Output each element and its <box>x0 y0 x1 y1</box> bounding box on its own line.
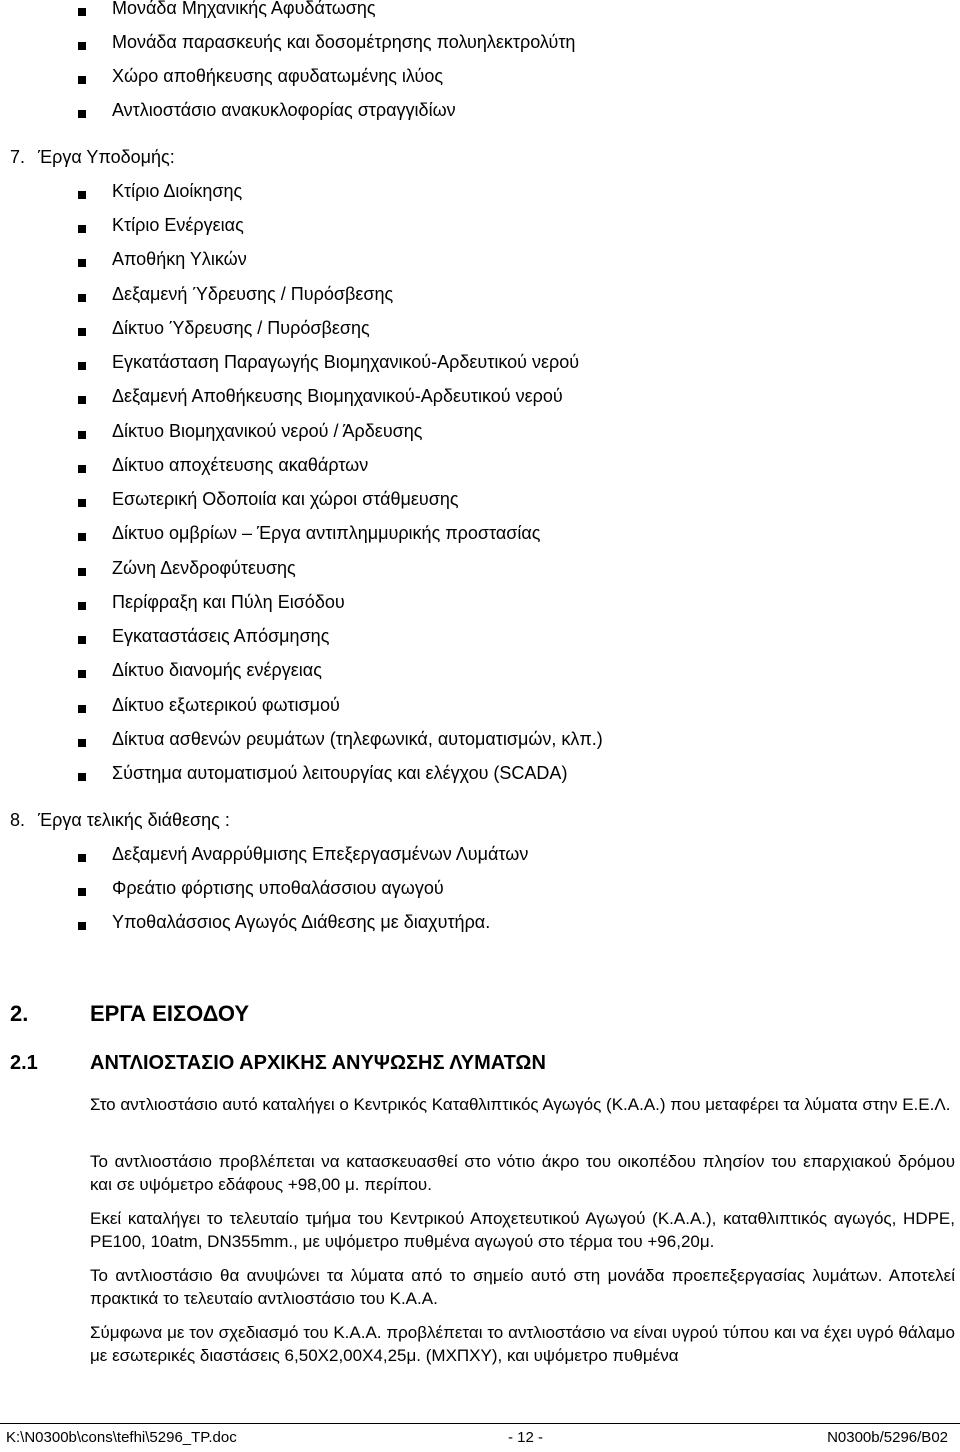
bullet-icon <box>78 259 86 267</box>
list-item <box>78 694 938 728</box>
list-item-text: Αποθήκη Υλικών <box>112 249 247 269</box>
list-item-text: Κτίριο Ενέργειας <box>112 215 244 235</box>
list-item-text: Υποθαλάσσιος Αγωγός Διάθεσης με διαχυτήρα. <box>112 912 491 932</box>
page-number: - 12 - <box>508 1429 544 1446</box>
list-item <box>78 0 938 31</box>
list-item <box>78 351 938 385</box>
body-paragraph: Σύμφωνα με τον σχεδιασμό του Κ.Α.Α. προβλέπεται το αντλιοστάσιο να είναι υγρού τύπου και να έχει υγρό θάλαμο με εσωτερικές διαστάσεις 6,50Χ2,00Χ4,25μ. (ΜΧΠΧΥ), και υψόμετρο πυθμένα <box>90 1323 955 1365</box>
bullet-icon <box>78 431 86 439</box>
list-item-text: Εγκαταστάσεις Απόσμησης <box>112 626 330 646</box>
list-item-text: Δεξαμενή Ύδρευσης / Πυρόσβεσης <box>112 284 394 304</box>
list-item <box>78 522 938 556</box>
list-item-text: Εγκατάσταση Παραγωγής Βιομηχανικού-Αρδευτικού νερού <box>112 352 580 372</box>
list-item <box>78 728 938 762</box>
list-item-text: Ζώνη Δενδροφύτευσης <box>112 558 296 578</box>
bullet-icon <box>78 328 86 336</box>
list-item-text: Δίκτυο εξωτερικού φωτισμού <box>112 695 340 715</box>
section-number: 8. <box>10 810 26 830</box>
bullet-icon <box>78 225 86 233</box>
list-item <box>78 762 938 796</box>
bullet-icon <box>78 8 86 16</box>
list-item <box>78 843 938 877</box>
list-item-text: Κτίριο Διοίκησης <box>112 181 243 201</box>
list-item <box>78 214 938 248</box>
subchapter-title: ΑΝΤΛΙΟΣΤΑΣΙΟ ΑΡΧΙΚΗΣ ΑΝΥΨΩΣΗΣ ΛΥΜΑΤΩΝ <box>90 1052 546 1074</box>
body-paragraph: Το αντλιοστάσιο θα ανυψώνει τα λύματα από το σημείο αυτό στη μονάδα προεπεξεργασίας λυμάτων. Αποτελεί πρακτικά το τελευταίο αντλιοστάσιο του Κ.Α.Α. <box>90 1266 955 1308</box>
bullet-icon <box>78 76 86 84</box>
bullet-icon <box>78 499 86 507</box>
list-item-text: Δίκτυο Βιομηχανικού νερού / Άρδευσης <box>112 421 423 441</box>
bullet-icon <box>78 773 86 781</box>
list-item <box>78 283 938 317</box>
list-item-text: Δεξαμενή Αναρρύθμισης Επεξεργασμένων Λυμάτων <box>112 844 529 864</box>
bullet-icon <box>78 42 86 50</box>
section-title: Έργα τελικής διάθεσης : <box>38 810 230 830</box>
list-item-text: Δίκτυο αποχέτευσης ακαθάρτων <box>112 455 369 475</box>
list-item <box>78 65 938 99</box>
section-8-heading <box>10 809 230 831</box>
bullet-icon <box>78 602 86 610</box>
bullet-icon <box>78 362 86 370</box>
list-item <box>78 625 938 659</box>
footer-file-path: K:\N0300b\cons\tefhi\5296_TP.doc <box>6 1429 237 1446</box>
bullet-icon <box>78 739 86 747</box>
list-item-text: Δίκτυο ομβρίων – Έργα αντιπλημμυρικής προστασίας <box>112 523 541 543</box>
bullet-icon <box>78 294 86 302</box>
list-item <box>78 31 938 65</box>
bullet-icon <box>78 922 86 930</box>
list-item <box>78 99 938 133</box>
list-item-text: Μονάδα παρασκευής και δοσομέτρησης πολυηλεκτρολύτη <box>112 32 576 52</box>
list-item <box>78 317 938 351</box>
list-item <box>78 420 938 454</box>
section-7-heading <box>10 146 175 168</box>
chapter-number: 2. <box>10 1001 29 1026</box>
list-item <box>78 385 938 419</box>
list-item-text: Μονάδα Μηχανικής Αφυδάτωσης <box>112 0 376 18</box>
list-item-text: Αντλιοστάσιο ανακυκλοφορίας στραγγιδίων <box>112 100 456 120</box>
list-item <box>78 180 938 214</box>
list-item <box>78 591 938 625</box>
list-item <box>78 454 938 488</box>
section-number: 7. <box>10 147 26 167</box>
list-item-text: Εσωτερική Οδοποιία και χώροι στάθμευσης <box>112 489 459 509</box>
page-footer <box>0 1423 960 1452</box>
body-paragraph: Εκεί καταλήγει το τελευταίο τμήμα του Κεντρικού Αποχετευτικού Αγωγού (Κ.Α.Α.), καταθλιπτικός αγωγός, HDPE, PE100, 10atm, DN355mm., με υψόμετρο πυθμένα αγωγού στο τέρμα του +96,20μ. <box>90 1209 955 1251</box>
bullet-icon <box>78 191 86 199</box>
list-item-text: Δίκτυο διανομής ενέργειας <box>112 660 322 680</box>
bullet-icon <box>78 465 86 473</box>
list-item <box>78 659 938 693</box>
list-item-text: Περίφραξη και Πύλη Εισόδου <box>112 592 345 612</box>
bullet-icon <box>78 854 86 862</box>
bullet-icon <box>78 533 86 541</box>
footer-document-code: N0300b/5296/B02 <box>827 1429 948 1446</box>
list-item <box>78 557 938 591</box>
subchapter-heading <box>10 1050 546 1076</box>
bullet-icon <box>78 636 86 644</box>
bullet-icon <box>78 670 86 678</box>
list-item <box>78 877 938 911</box>
bullet-icon <box>78 110 86 118</box>
list-item <box>78 248 938 282</box>
list-item-text: Φρεάτιο φόρτισης υποθαλάσσιου αγωγού <box>112 878 444 898</box>
body-paragraph: Το αντλιοστάσιο προβλέπεται να κατασκευασθεί στο νότιο άκρο του οικοπέδου πλησίον του επαρχιακού δρόμου και σε υψόμετρο εδάφους +98,00 μ. περίπου. <box>90 1152 955 1194</box>
list-item-text: Σύστημα αυτοματισμού λειτουργίας και ελέγχου (SCADA) <box>112 763 568 783</box>
bullet-icon <box>78 888 86 896</box>
subchapter-number: 2.1 <box>10 1052 38 1074</box>
list-item <box>78 488 938 522</box>
list-item-text: Δίκτυο Ύδρευσης / Πυρόσβεσης <box>112 318 370 338</box>
bullet-icon <box>78 568 86 576</box>
list-item <box>78 911 938 945</box>
chapter-title: ΕΡΓΑ ΕΙΣΟΔΟΥ <box>90 1001 250 1026</box>
body-paragraph: Στο αντλιοστάσιο αυτό καταλήγει ο Κεντρικός Καταθλιπτικός Αγωγός (Κ.Α.Α.) που μεταφέρει τα λύματα στην Ε.Ε.Λ. <box>90 1095 951 1114</box>
bullet-icon <box>78 705 86 713</box>
list-item-text: Δεξαμενή Αποθήκευσης Βιομηχανικού-Αρδευτικού νερού <box>112 386 563 406</box>
chapter-heading <box>10 1000 249 1028</box>
list-item-text: Χώρο αποθήκευσης αφυδατωμένης ιλύος <box>112 66 444 86</box>
section-title: Έργα Υποδομής: <box>38 147 175 167</box>
bullet-icon <box>78 396 86 404</box>
list-item-text: Δίκτυα ασθενών ρευμάτων (τηλεφωνικά, αυτοματισμών, κλπ.) <box>112 729 603 749</box>
